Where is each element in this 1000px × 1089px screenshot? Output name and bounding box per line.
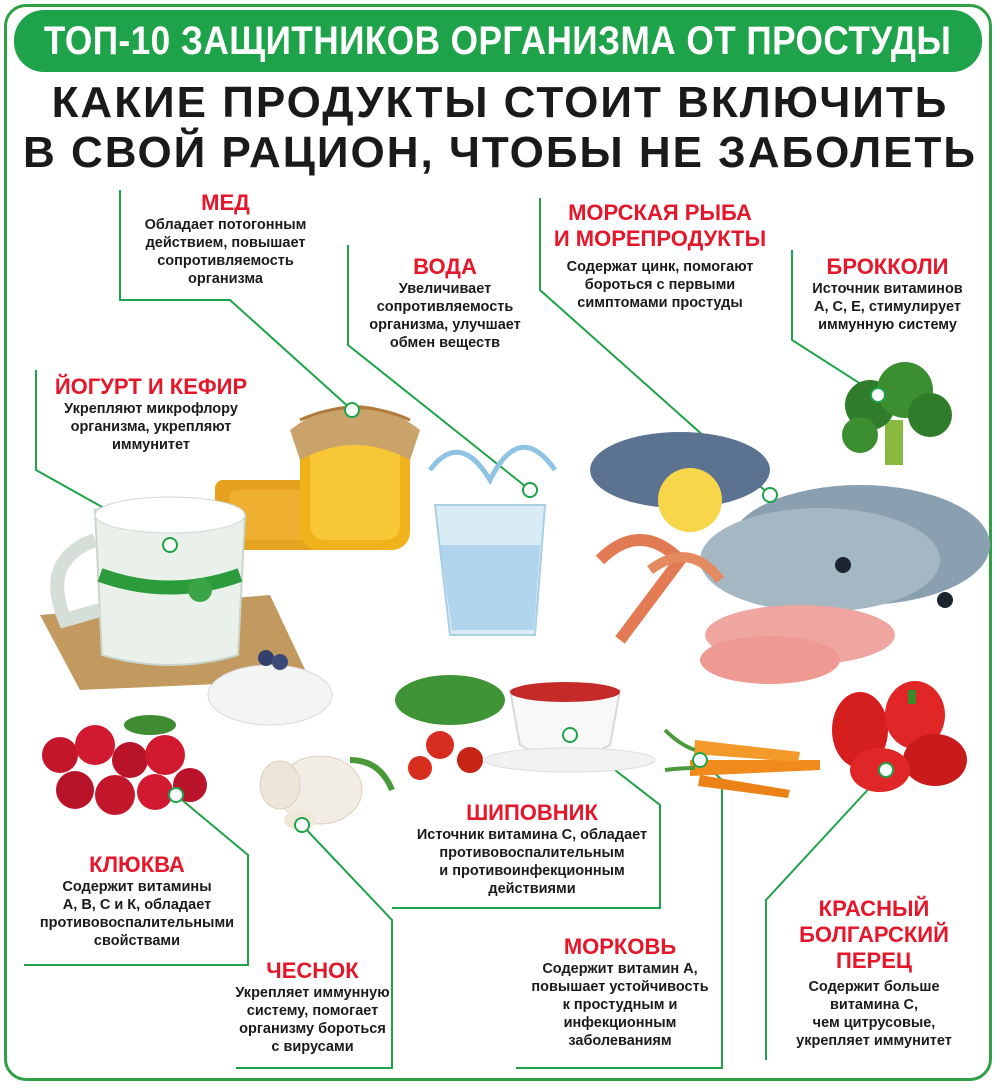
headline-line-2: В СВОЙ РАЦИОН, ЧТОБЫ НЕ ЗАБОЛЕТЬ (22, 128, 977, 177)
yogurt-dot (163, 538, 177, 552)
carrot-desc-1: Содержит витамин А, (542, 961, 698, 977)
honey-desc-3: сопротивляемость (157, 253, 294, 269)
honey-desc-2: действием, повышает (145, 235, 306, 251)
cranberry-dot (169, 788, 183, 802)
carrot-desc-4: инфекционным (563, 1015, 677, 1031)
pepper-desc-4: укрепляет иммунитет (796, 1033, 952, 1049)
carrot-desc-2: повышает устойчивость (531, 979, 709, 995)
water-desc-4: обмен веществ (389, 335, 501, 351)
carrot-title: МОРКОВЬ (563, 934, 677, 959)
cranberry-desc-4: свойствами (93, 933, 181, 949)
garlic-dot (295, 818, 309, 832)
yogurt-desc-2: организма, укрепляют (70, 419, 232, 435)
broccoli-desc-2: А, С, Е, стимулирует (814, 299, 961, 315)
carrot-dot (693, 753, 707, 767)
yogurt-desc-3: иммунитет (112, 437, 190, 453)
seafood-title-2: И МОРЕПРОДУКТЫ (553, 226, 767, 251)
broccoli-desc-1: Источник витаминов (812, 281, 963, 297)
carrot-desc-3: к простудным и (562, 997, 678, 1013)
broccoli-title: БРОККОЛИ (826, 254, 949, 279)
water-dot (523, 483, 537, 497)
honey-desc-4: организма (188, 271, 263, 287)
seafood-block (540, 200, 780, 312)
honey-dot (345, 403, 359, 417)
cranberry-desc-1: Содержит витамины (62, 879, 212, 895)
honey-desc-1: Обладает потогонным (144, 217, 307, 233)
water-desc-3: организма, улучшает (369, 317, 521, 333)
seafood-desc-1: Содержат цинк, помогают (566, 259, 754, 275)
broccoli-block (790, 254, 985, 334)
carrot-block (515, 934, 725, 1050)
garlic-desc-3: организму бороться (239, 1021, 386, 1037)
seafood-dot (763, 488, 777, 502)
pepper-desc-1: Содержит больше (808, 979, 940, 995)
garlic-desc-1: Укрепляет иммунную (235, 985, 390, 1001)
pepper-dot (879, 763, 893, 777)
banner-text: ТОП-10 ЗАЩИТНИКОВ ОРГАНИЗМА ОТ ПРОСТУДЫ (44, 18, 952, 63)
garlic-image (260, 756, 392, 830)
rosehip-block (392, 800, 672, 898)
cranberry-desc-3: противовоспалительными (39, 915, 235, 931)
rosehip-dot (563, 728, 577, 742)
cranberry-block (26, 852, 248, 950)
water-desc-1: Увеличивает (398, 281, 492, 297)
cranberry-title: КЛЮКВА (89, 852, 185, 877)
red-pepper-image (832, 681, 967, 792)
rosehip-title: ШИПОВНИК (466, 800, 598, 825)
rosehip-desc-2: противовоспалительным (439, 845, 625, 861)
honey-block (118, 190, 333, 288)
yogurt-desc-1: Укрепляют микрофлору (64, 401, 238, 417)
broccoli-dot (871, 388, 885, 402)
headline-line-1: КАКИЕ ПРОДУКТЫ СТОИТ ВКЛЮЧИТЬ (51, 78, 949, 127)
yogurt-block (36, 374, 266, 454)
rosehip-desc-3: и противоинфекционным (439, 863, 625, 879)
seafood-desc-3: симптомами простуды (577, 295, 743, 311)
rosehip-desc-4: действиями (488, 881, 576, 897)
pepper-desc-3: чем цитрусовые, (812, 1015, 936, 1031)
garlic-desc-2: систему, помогает (246, 1003, 379, 1019)
garlic-title: ЧЕСНОК (266, 958, 359, 983)
seafood-desc-2: бороться с первыми (584, 277, 736, 293)
water-glass-image (430, 447, 555, 635)
yogurt-title: ЙОГУРТ И КЕФИР (54, 374, 248, 399)
rosehip-desc-1: Источник витамина С, обладает (416, 827, 648, 843)
seafood-image (590, 432, 990, 684)
water-desc-2: сопротивляемость (376, 299, 514, 315)
carrot-desc-5: заболеваниям (568, 1033, 672, 1049)
cranberry-desc-2: А, В, С и К, обладает (62, 897, 212, 913)
cranberry-image (42, 715, 207, 815)
broccoli-desc-3: иммунную систему (818, 317, 957, 333)
water-block (345, 254, 545, 352)
seafood-title-1: МОРСКАЯ РЫБА (568, 200, 752, 225)
garlic-desc-4: с вирусами (271, 1039, 354, 1055)
water-title: ВОДА (413, 254, 477, 279)
pepper-title-2: БОЛГАРСКИЙ (799, 922, 949, 947)
rosehip-tea-image (395, 675, 655, 780)
carrot-image (665, 730, 820, 798)
pepper-title-1: КРАСНЫЙ (818, 896, 930, 921)
broccoli-image (842, 362, 952, 465)
garlic-block (230, 958, 395, 1056)
honey-title: МЕД (201, 190, 250, 215)
pepper-title-3: ПЕРЕЦ (836, 948, 912, 973)
pepper-desc-2: витамина С, (830, 997, 918, 1013)
pepper-block (768, 896, 980, 1050)
